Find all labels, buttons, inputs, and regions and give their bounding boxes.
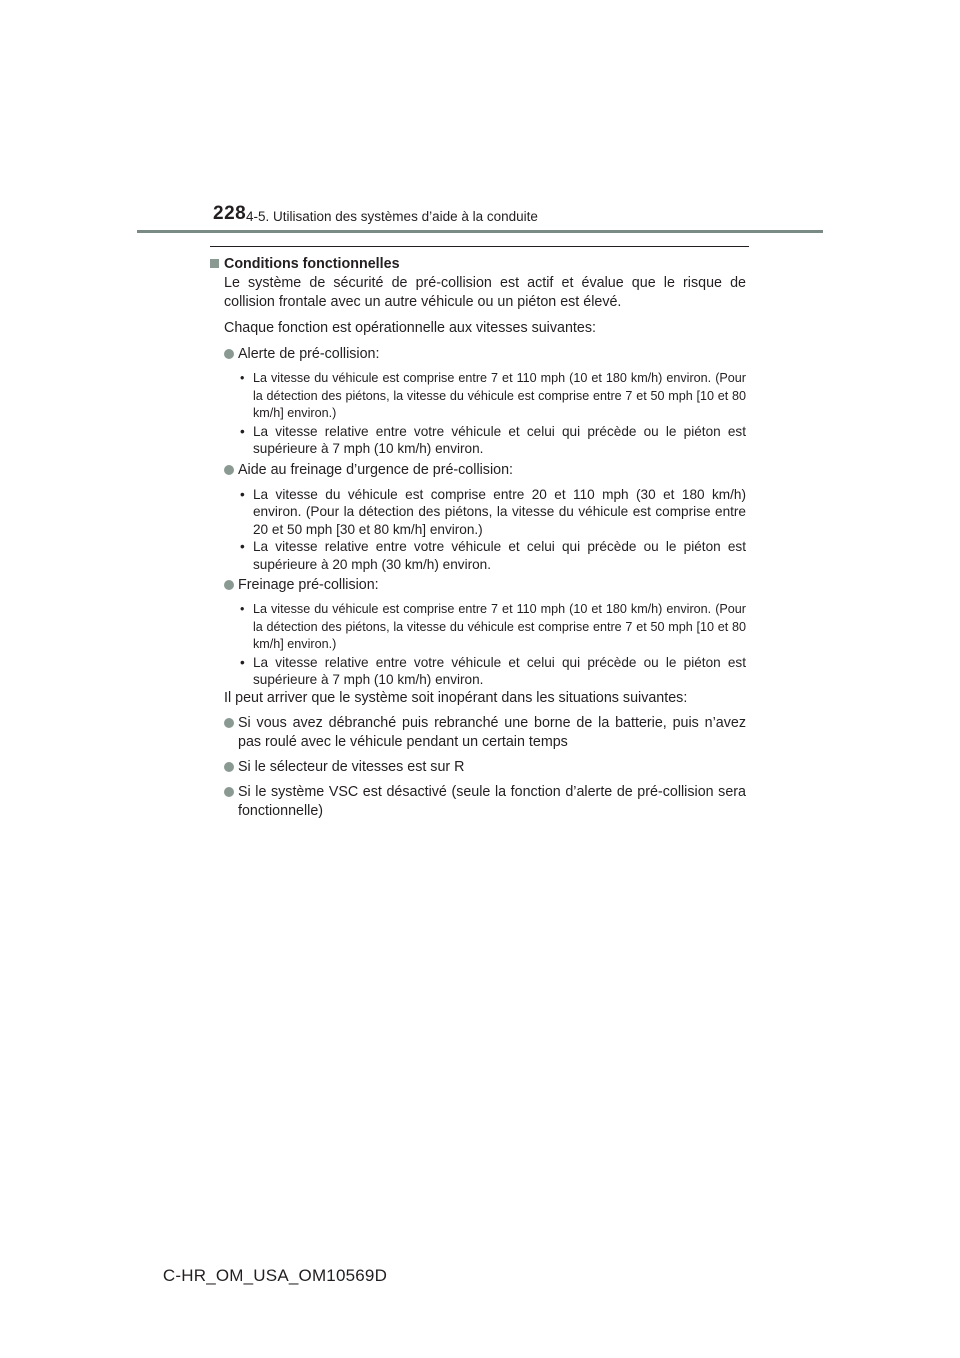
dot-bullet-icon: • xyxy=(240,486,245,502)
function-title: Aide au freinage d’urgence de pré-collision: xyxy=(238,461,513,478)
function-title: Freinage pré-collision: xyxy=(238,577,379,593)
inoperative-case-text: Si vous avez débranché puis rebranché une borne de la batterie, puis n’avez pas roulé avec le véhicule pendant un certain temps xyxy=(238,714,746,750)
condition-list xyxy=(210,486,746,574)
circle-bullet-icon xyxy=(224,349,234,359)
condition-text: La vitesse du véhicule est comprise entre 7 et 110 mph (10 et 180 km/h) environ. (Pour la détection des piétons, la vitesse du véhicule est comprise entre 7 et 50 mph [10 et 80 km/h] environ.) xyxy=(253,602,746,651)
condition-text: La vitesse du véhicule est comprise entre 20 et 110 mph (30 et 180 km/h) environ. (Pour la détection des piétons, la vitesse du véhicule est comprise entre 20 et 50 mph [30 et 80 km/h] environ.) xyxy=(253,486,746,537)
dot-bullet-icon: • xyxy=(240,539,245,554)
function-item xyxy=(210,461,746,480)
inoperative-case xyxy=(210,783,746,821)
condition-item xyxy=(210,538,746,573)
inoperative-case xyxy=(210,758,746,777)
function-title: Alerte de pré-collision: xyxy=(238,346,380,362)
dot-bullet-icon: • xyxy=(240,371,245,385)
page-number: 228 xyxy=(213,203,247,224)
dot-bullet-icon: • xyxy=(240,602,245,616)
condition-item xyxy=(210,486,746,539)
condition-text: La vitesse relative entre votre véhicule et celui qui précède ou le piéton est supérieure à 7 mph (10 km/h) environ. xyxy=(253,654,746,687)
condition-item xyxy=(210,601,746,654)
section-heading xyxy=(210,255,746,274)
dot-bullet-icon: • xyxy=(240,423,245,439)
condition-list xyxy=(210,601,746,689)
circle-bullet-icon xyxy=(224,465,234,475)
header-divider xyxy=(137,230,823,233)
page-content xyxy=(210,255,746,827)
circle-bullet-icon xyxy=(224,787,234,797)
circle-bullet-icon xyxy=(224,718,234,728)
condition-text: La vitesse relative entre votre véhicule et celui qui précède ou le piéton est supérieure à 20 mph (30 km/h) environ. xyxy=(253,539,746,572)
condition-list xyxy=(210,370,746,458)
section-title: 4-5. Utilisation des systèmes d’aide à la conduite xyxy=(246,209,538,224)
condition-text: La vitesse du véhicule est comprise entre 7 et 110 mph (10 et 180 km/h) environ. (Pour la détection des piétons, la vitesse du véhicule est comprise entre 7 et 50 mph [10 et 80 km/h] environ.) xyxy=(253,371,746,420)
condition-item xyxy=(210,654,746,689)
condition-item xyxy=(210,370,746,423)
function-item xyxy=(210,576,746,595)
function-item xyxy=(210,345,746,364)
inoperative-intro: Il peut arriver que le système soit inopérant dans les situations suivantes: xyxy=(224,689,688,706)
document-code: C-HR_OM_USA_OM10569D xyxy=(162,1266,388,1285)
intro-paragraph: Le système de sécurité de pré-collision est actif et évalue que le risque de collision frontale avec un autre véhicule ou un piéton est élevé. xyxy=(224,275,746,310)
section-heading-text: Conditions fonctionnelles xyxy=(224,256,400,272)
circle-bullet-icon xyxy=(224,762,234,772)
circle-bullet-icon xyxy=(224,580,234,590)
page-header xyxy=(0,0,960,240)
inoperative-case xyxy=(210,714,746,752)
content-divider xyxy=(210,246,749,247)
square-bullet-icon xyxy=(210,259,219,268)
inoperative-case-text: Si le système VSC est désactivé (seule la fonction d’alerte de pré-collision sera fonctionnelle) xyxy=(238,783,746,819)
speeds-intro: Chaque fonction est opérationnelle aux vitesses suivantes: xyxy=(224,320,596,336)
dot-bullet-icon: • xyxy=(240,654,245,670)
inoperative-case-text: Si le sélecteur de vitesses est sur R xyxy=(238,758,465,775)
condition-item xyxy=(210,423,746,458)
condition-text: La vitesse relative entre votre véhicule et celui qui précède ou le piéton est supérieure à 7 mph (10 km/h) environ. xyxy=(253,423,746,456)
